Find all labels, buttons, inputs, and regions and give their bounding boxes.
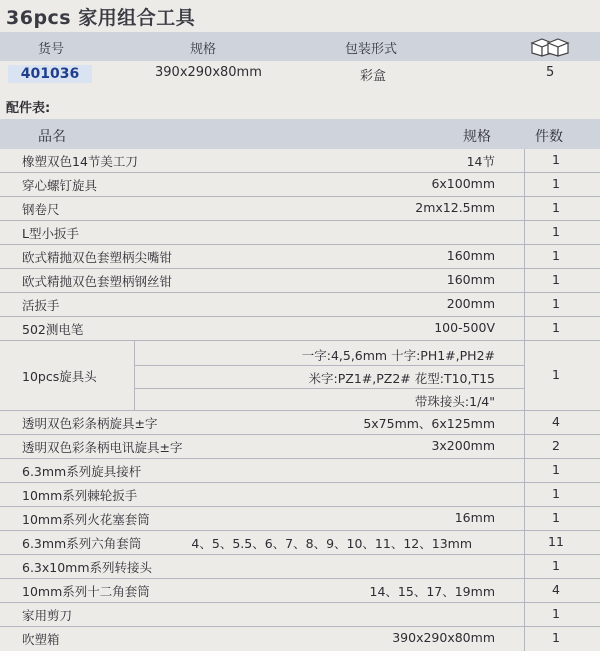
- table-row: [0, 483, 600, 507]
- row-name: 穿心螺钉旋具: [22, 178, 98, 193]
- row-spec: 160mm: [446, 272, 495, 287]
- row-qty: 1: [552, 200, 560, 215]
- qty-col-divider: [524, 149, 525, 651]
- table-row: [0, 173, 600, 197]
- item-number-badge: 401036: [8, 65, 92, 83]
- header-item-no: 货号: [38, 42, 65, 57]
- table-row: [0, 507, 600, 531]
- row-name: 6.3mm系列旋具接杆: [22, 464, 142, 479]
- row-spec: 14、15、17、19mm: [369, 584, 495, 599]
- row-spec: 160mm: [446, 248, 495, 263]
- row-spec: 6x100mm: [431, 176, 495, 191]
- row-name: L型小扳手: [22, 226, 79, 241]
- row-spec: 200mm: [446, 296, 495, 311]
- th-name: 品名: [38, 129, 66, 145]
- row-name: 吹塑箱: [22, 632, 60, 647]
- table-row: [0, 317, 600, 341]
- table-header: [0, 119, 600, 149]
- row-qty: 1: [552, 630, 560, 645]
- table-row: [0, 459, 600, 483]
- row-qty: 4: [552, 582, 560, 597]
- table-row: [0, 245, 600, 269]
- row-qty: 1: [552, 272, 560, 287]
- row-name: 6.3x10mm系列转接头: [22, 560, 153, 575]
- row-name: 10mm系列十二角套筒: [22, 584, 150, 599]
- table-row: [0, 555, 600, 579]
- row-name: 10mm系列火花塞套筒: [22, 512, 150, 527]
- row-qty: 4: [552, 414, 560, 429]
- bit-col-divider: [134, 341, 135, 411]
- sub-divider: [134, 388, 524, 389]
- row-name: 透明双色彩条柄旋具±字: [22, 416, 158, 431]
- row-name: 10pcs旋具头: [22, 369, 97, 384]
- header-spec: 规格: [190, 42, 217, 57]
- table-row: [0, 579, 600, 603]
- row-qty: 1: [552, 462, 560, 477]
- table-row: [0, 627, 600, 650]
- row-qty: 11: [548, 534, 564, 549]
- th-qty: 件数: [535, 129, 563, 145]
- row-name: 家用剪刀: [22, 608, 73, 623]
- row-spec: 4、5、5.5、6、7、8、9、10、11、12、13mm: [191, 536, 472, 551]
- row-name: 10mm系列棘轮扳手: [22, 488, 138, 503]
- product-spec: 390x290x80mm: [155, 65, 262, 80]
- row-qty: 2: [552, 438, 560, 453]
- bit-spec-line2: 米字:PZ1#,PZ2# 花型:T10,T15: [308, 371, 495, 386]
- row-qty: 1: [552, 152, 560, 167]
- row-name: 6.3mm系列六角套筒: [22, 536, 142, 551]
- th-spec: 规格: [463, 129, 491, 145]
- page-title: 36pcs 家用组合工具: [6, 7, 196, 29]
- header-packing: 包装形式: [345, 42, 398, 57]
- row-qty: 1: [552, 486, 560, 501]
- table-row: [0, 149, 600, 173]
- product-header-bar: [0, 32, 600, 61]
- row-qty: 1: [552, 320, 560, 335]
- table-row: [0, 197, 600, 221]
- parts-list-label: 配件表:: [6, 101, 51, 116]
- table-row: [0, 411, 600, 435]
- sub-divider: [134, 365, 524, 366]
- product-qty: 5: [546, 65, 555, 80]
- row-qty: 1: [552, 248, 560, 263]
- bit-spec-line1: 一字:4,5,6mm 十字:PH1#,PH2#: [301, 348, 495, 363]
- row-spec: 16mm: [454, 510, 495, 525]
- table-row-bit-set: [0, 341, 600, 411]
- carton-box-icon: [530, 35, 570, 57]
- row-qty: 1: [552, 224, 560, 239]
- row-spec: 3x200mm: [431, 438, 495, 453]
- product-packing: 彩盒: [360, 69, 387, 84]
- table-row: [0, 293, 600, 317]
- row-name: 透明双色彩条柄电讯旋具±字: [22, 440, 183, 455]
- row-qty: 1: [552, 510, 560, 525]
- row-qty: 1: [552, 176, 560, 191]
- row-name: 活扳手: [22, 298, 60, 313]
- row-name: 橡塑双色14节美工刀: [22, 154, 138, 169]
- row-name: 502测电笔: [22, 322, 84, 337]
- row-spec: 5x75mm、6x125mm: [363, 416, 495, 431]
- product-info-row: [0, 61, 600, 87]
- row-spec: 14节: [466, 154, 495, 169]
- table-row: [0, 221, 600, 245]
- table-row: [0, 603, 600, 627]
- row-spec: 2mx12.5mm: [415, 200, 495, 215]
- row-spec: 100-500V: [434, 320, 495, 335]
- row-name: 欧式精抛双色套塑柄尖嘴钳: [22, 250, 173, 265]
- row-qty: 1: [552, 367, 560, 382]
- table-row: [0, 435, 600, 459]
- row-qty: 1: [552, 606, 560, 621]
- row-name: 钢卷尺: [22, 202, 60, 217]
- table-row: [0, 531, 600, 555]
- row-spec: 390x290x80mm: [392, 630, 495, 645]
- row-qty: 1: [552, 296, 560, 311]
- row-qty: 1: [552, 558, 560, 573]
- table-row: [0, 269, 600, 293]
- bit-spec-line3: 带珠接头:1/4": [414, 394, 495, 409]
- row-name: 欧式精抛双色套塑柄钢丝钳: [22, 274, 173, 289]
